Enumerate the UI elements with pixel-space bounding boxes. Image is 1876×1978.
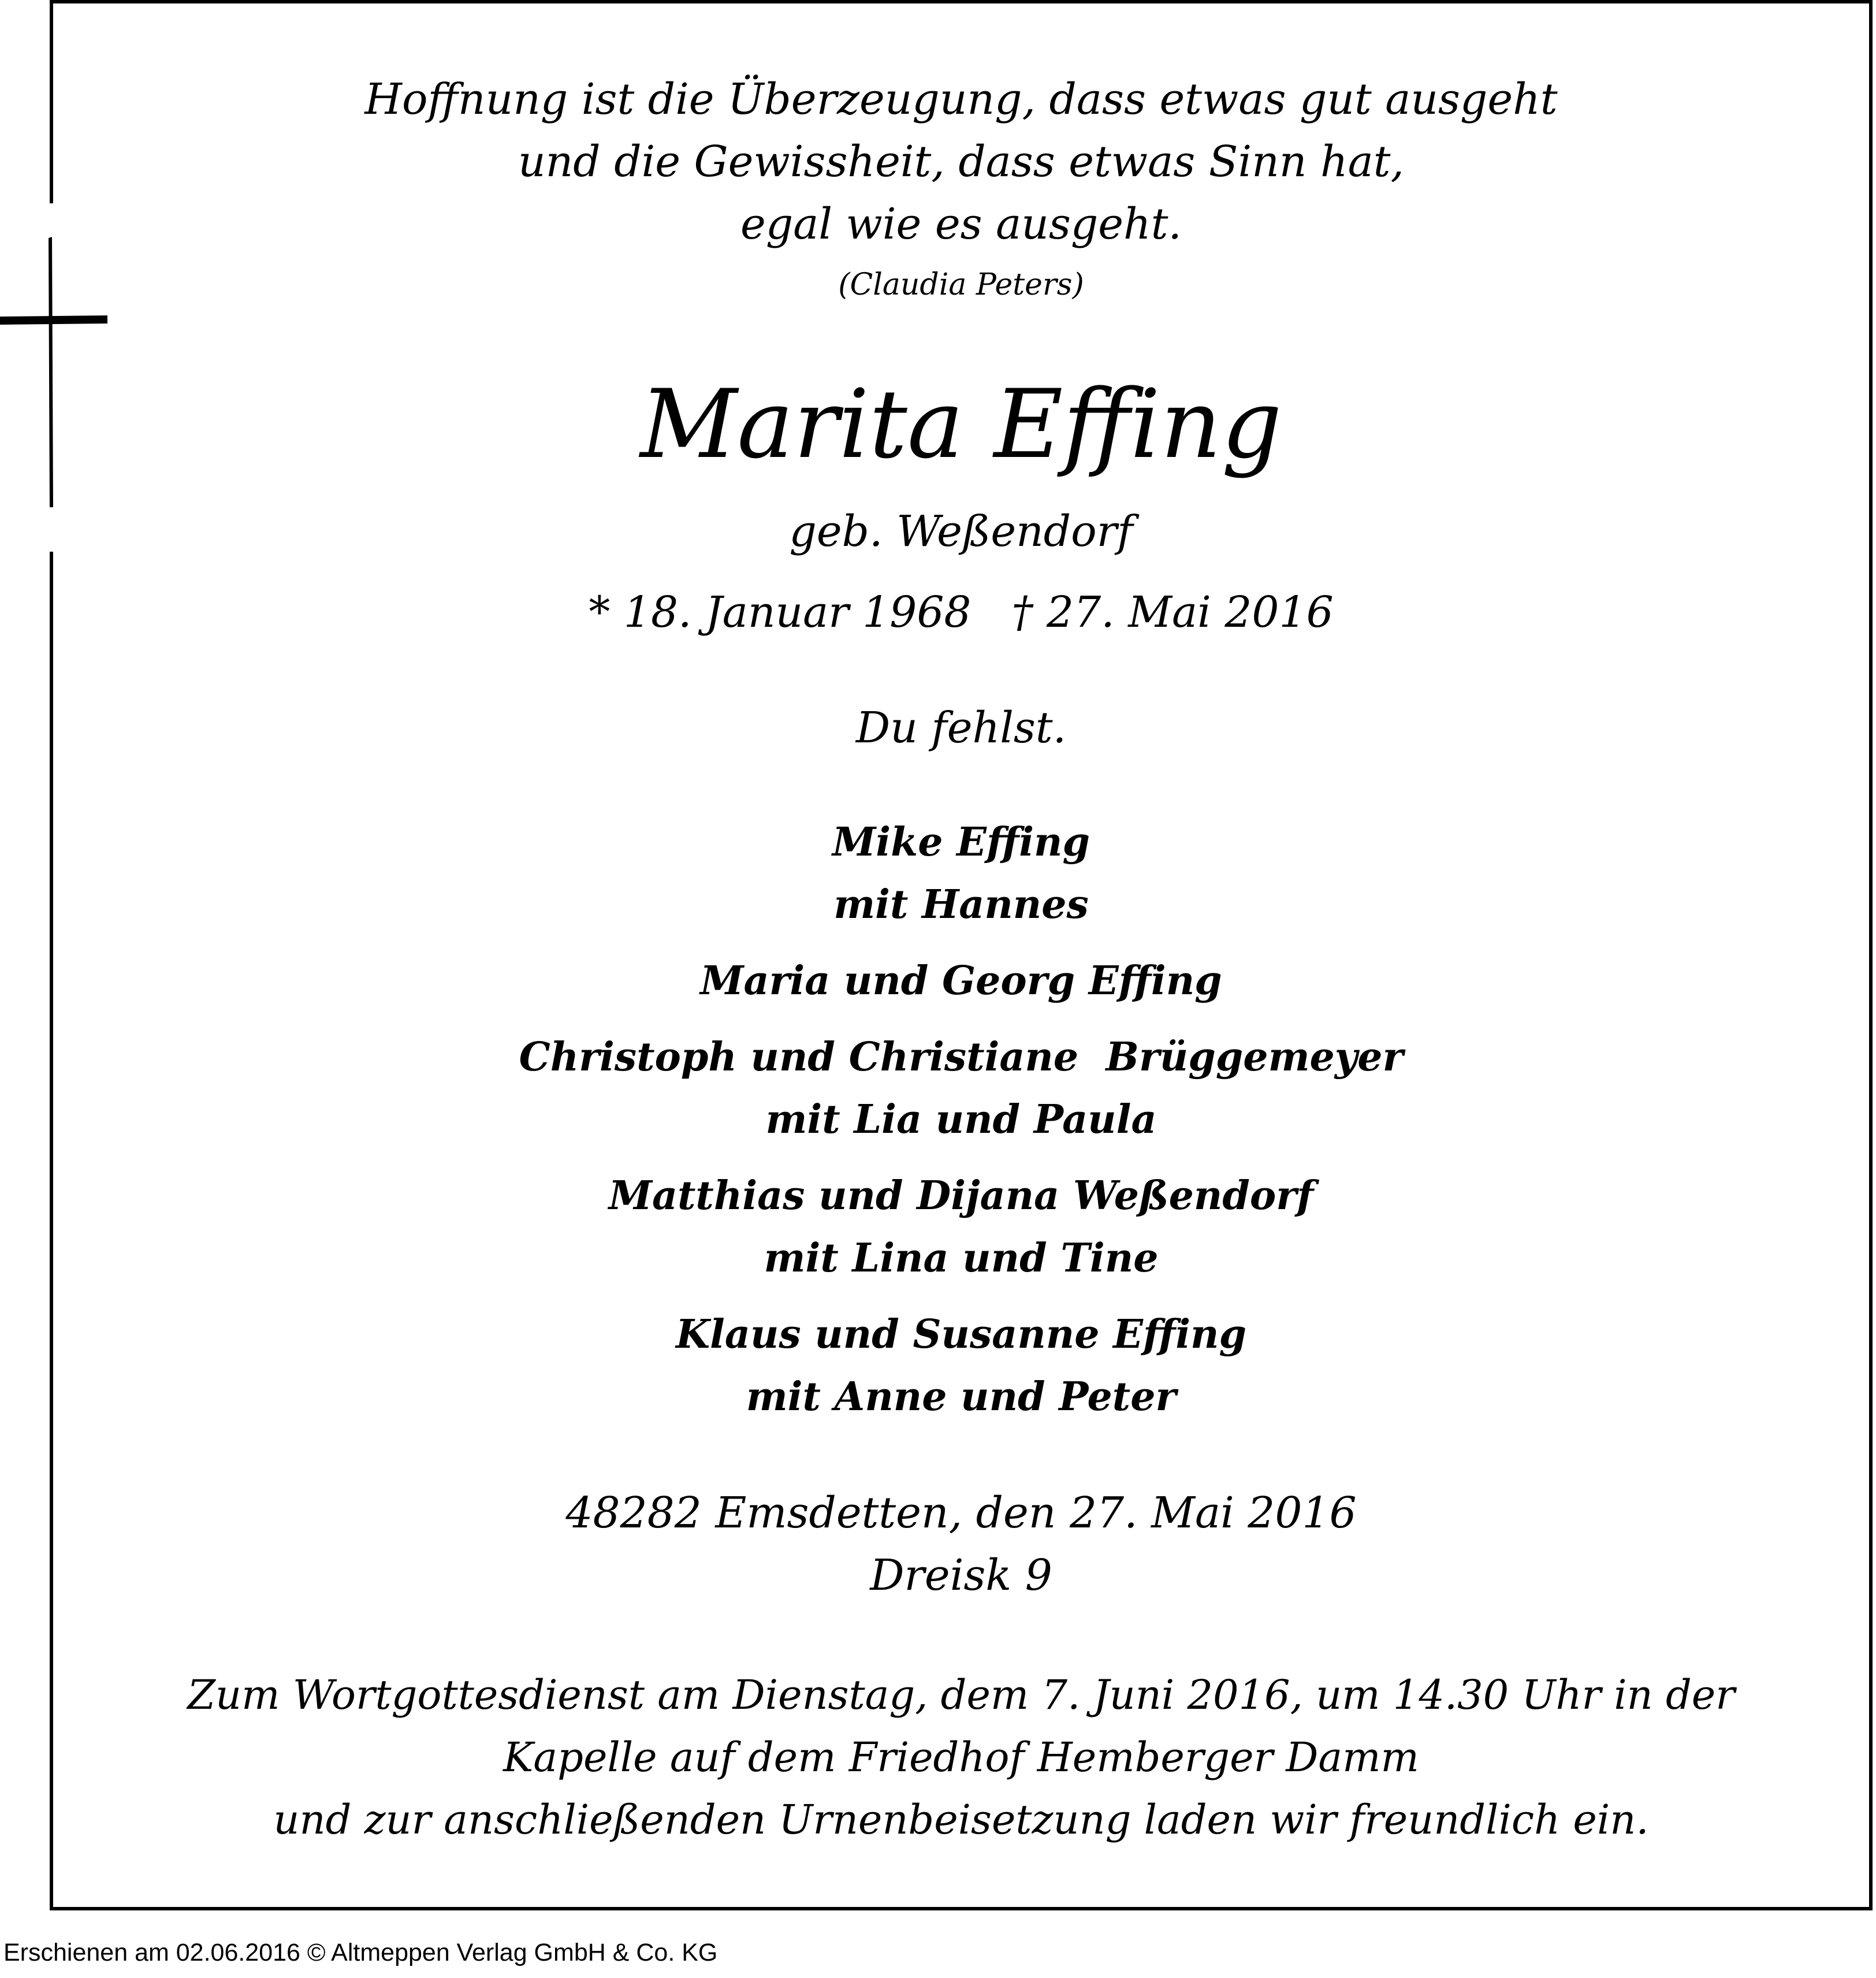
- mourner-group: [53, 950, 1869, 1012]
- quote-author: (Claudia Peters): [838, 267, 1084, 302]
- mourner-line: mit Lina und Tine: [764, 1235, 1159, 1281]
- mourner-line: Matthias und Dijana Weßendorf: [608, 1173, 1314, 1219]
- frame-top-border: [50, 0, 1873, 3]
- service-info: [53, 1664, 1869, 1851]
- farewell-text: Du fehlst.: [855, 703, 1067, 753]
- service-line: und zur anschließenden Urnenbeisetzung laden wir freundlich ein.: [273, 1796, 1649, 1843]
- mourner-group: [53, 811, 1869, 936]
- mourner-line: mit Anne und Peter: [746, 1374, 1177, 1420]
- street-address: Dreisk 9: [870, 1551, 1052, 1600]
- mourner-line: mit Lia und Paula: [765, 1096, 1157, 1143]
- birth-date: * 18. Januar 1968: [589, 588, 972, 637]
- mourner-line: mit Hannes: [833, 882, 1089, 928]
- quote-line: und die Gewissheit, dass etwas Sinn hat,: [518, 137, 1405, 187]
- mourner-group: [53, 1303, 1869, 1428]
- frame-bottom-border: [50, 1907, 1873, 1910]
- birth-name: geb. Weßendorf: [789, 507, 1133, 556]
- publication-footer: Erschienen am 02.06.2016 © Altmeppen Verlag GmbH & Co. KG: [3, 1939, 718, 1966]
- death-date: † 27. Mai 2016: [1011, 588, 1334, 637]
- mourners-list: [53, 811, 1869, 1442]
- mourner-line: Mike Effing: [832, 819, 1090, 865]
- deceased-name: Marita Effing: [640, 369, 1282, 479]
- service-line: Kapelle auf dem Friedhof Hemberger Damm: [503, 1734, 1419, 1781]
- quote: [53, 68, 1869, 255]
- mourner-line: Maria und Georg Effing: [700, 958, 1222, 1004]
- frame-right-border: [1869, 0, 1873, 1910]
- life-dates: [53, 583, 1869, 641]
- quote-line: egal wie es ausgeht.: [740, 199, 1182, 249]
- quote-line: Hoffnung ist die Überzeugung, dass etwas gut ausgeht: [364, 75, 1558, 124]
- mourner-group: [53, 1026, 1869, 1151]
- mourner-group: [53, 1165, 1869, 1289]
- mourner-line: Klaus und Susanne Effing: [675, 1311, 1247, 1358]
- place-date: 48282 Emsdetten, den 27. Mai 2016: [565, 1488, 1357, 1538]
- service-line: Zum Wortgottesdienst am Dienstag, dem 7. Juni 2016, um 14.30 Uhr in der: [187, 1671, 1735, 1719]
- mourner-line: Christoph und Christiane Brüggemeyer: [519, 1034, 1404, 1080]
- address-block: [53, 1482, 1869, 1607]
